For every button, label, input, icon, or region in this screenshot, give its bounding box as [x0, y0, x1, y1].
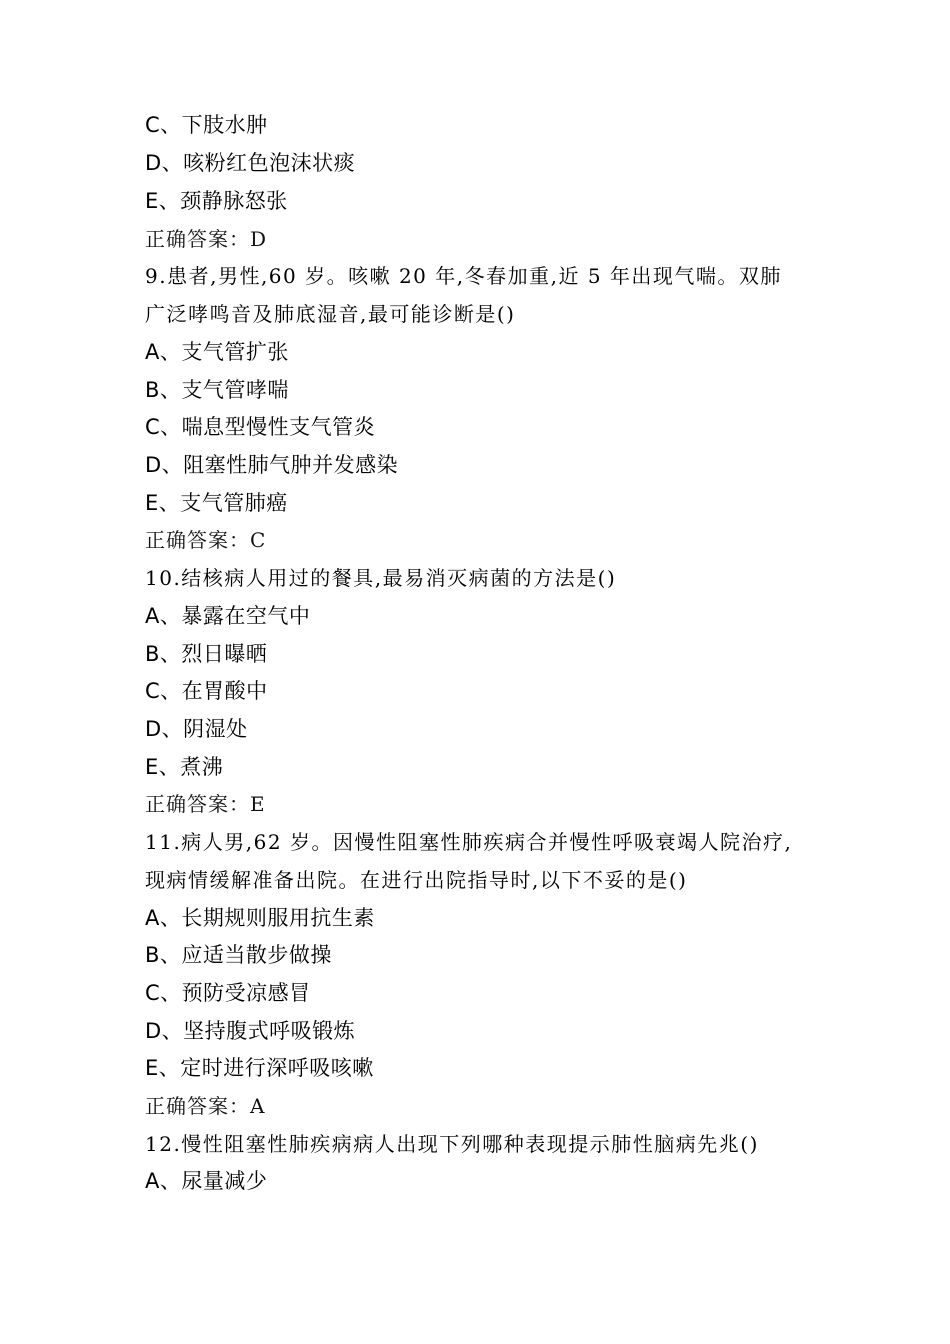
q10-option-d: D、阴湿处	[145, 717, 248, 741]
q11-option-d: D、坚持腹式呼吸锻炼	[145, 1019, 356, 1043]
q11-option-e: E、定时进行深呼吸咳嗽	[145, 1056, 374, 1080]
q9-answer: 正确答案：C	[145, 528, 267, 552]
q9-option-e: E、支气管肺癌	[145, 491, 288, 515]
question-11-line-1: 11.病人男,62 岁。因慢性阻塞性肺疾病合并慢性呼吸衰竭人院治疗,	[145, 830, 793, 854]
option-e-prev: E、颈静脉怒张	[145, 189, 288, 213]
q10-option-e: E、煮沸	[145, 755, 224, 779]
q11-option-b: B、应适当散步做操	[145, 943, 332, 967]
q12-option-a: A、尿量减少	[145, 1169, 268, 1193]
q11-option-c: C、预防受凉感冒	[145, 981, 311, 1005]
question-9-line-1: 9.患者,男性,60 岁。咳嗽 20 年,冬春加重,近 5 年出现气喘。双肺	[145, 264, 782, 288]
q10-option-b: B、烈日曝晒	[145, 642, 268, 666]
q11-option-a: A、长期规则服用抗生素	[145, 906, 375, 930]
q10-option-c: C、在胃酸中	[145, 679, 268, 703]
answer-prev: 正确答案：D	[145, 227, 268, 251]
option-d-prev: D、咳粉红色泡沫状痰	[145, 151, 356, 175]
option-c-prev: C、下肢水肿	[145, 113, 268, 137]
question-10-line-1: 10.结核病人用过的餐具,最易消灭病菌的方法是()	[145, 566, 617, 590]
q11-answer: 正确答案：A	[145, 1094, 266, 1118]
q9-option-d: D、阻塞性肺气肿并发感染	[145, 453, 399, 477]
q9-option-a: A、支气管扩张	[145, 340, 289, 364]
question-11-line-2: 现病情缓解准备出院。在进行出院指导时,以下不妥的是()	[145, 868, 688, 892]
question-9-line-2: 广泛哮鸣音及肺底湿音,最可能诊断是()	[145, 302, 516, 326]
q9-option-c: C、喘息型慢性支气管炎	[145, 415, 376, 439]
q10-option-a: A、暴露在空气中	[145, 604, 311, 628]
question-12-line-1: 12.慢性阻塞性肺疾病病人出现下列哪种表现提示肺性脑病先兆()	[145, 1132, 759, 1156]
q9-option-b: B、支气管哮喘	[145, 378, 289, 402]
q10-answer: 正确答案：E	[145, 792, 266, 816]
